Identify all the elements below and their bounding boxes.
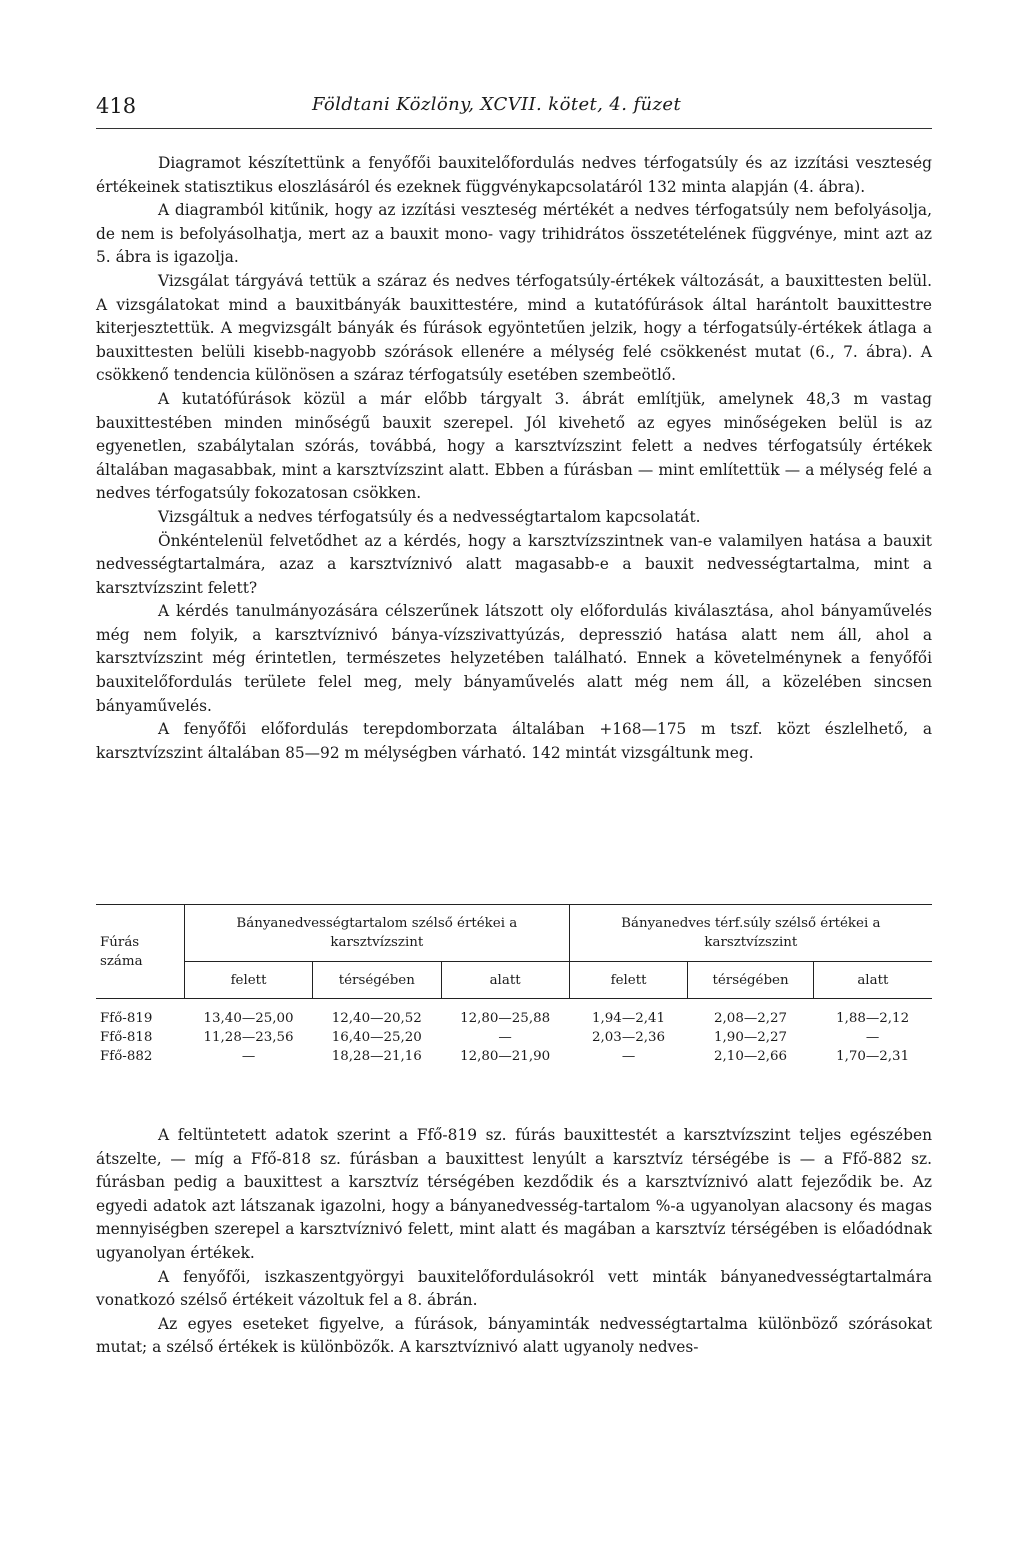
body-text-bottom [96, 1124, 932, 1360]
table-cell: 2,08—2,27 [714, 1011, 788, 1026]
running-header [96, 88, 932, 129]
table-cell: 12,80—21,90 [460, 1049, 551, 1064]
table-cell: — [865, 1030, 880, 1045]
table-cell: 2,10—2,66 [714, 1049, 788, 1064]
group-header-density: Bányanedves térf.súly szélső értékei a karsztvízszint [569, 905, 932, 962]
paragraph: Önkéntelenül felvetődhet az a kérdés, hogy a karsztvízszintnek van-e valamilyen hatása a bauxit nedvességtartalmára, azaz a karsztvíznivó alatt magasabb-e a bauxit nedvességtartalma, mint a karsztvízszint felett? [96, 531, 932, 597]
paragraph: Vizsgálat tárgyává tettük a száraz és nedves térfogatsúly-értékek változását, a bauxittesten belül. A vizsgálatokat mind a bauxitbányák bauxittestére, mind a kutatófúrások által harántolt bauxittestre kiterjesztettük. A megvizsgált bányák és fúrások egyöntetűen jelzik, hogy a térfogatsúly-értékek átlaga a bauxittesten belüli kisebb-nagyobb szórások ellenére a mélység felé csökkenést mutat (6., 7. ábra). A csökkenő tendencia különösen a száraz térfogatsúly esetében szembeötlő. [96, 271, 932, 385]
table-cell: 1,94—2,41 [592, 1011, 666, 1026]
table-cell: — [621, 1049, 636, 1064]
paragraph: A kérdés tanulmányozására célszerűnek látszott oly előfordulás kiválasztása, ahol bányaművelés még nem folyik, a karsztvíznivó bánya-vízszivattyúzás, depresszió hatása alatt nem áll, ahol a karsztvízszint még érintetlen, természetes helyzetében található. Ennek a követelménynek a fenyőfői bauxitelőfordulás területe felel meg, mely bányaművelés alatt még nem áll, a közelében sincsen bányaművelés. [96, 602, 932, 715]
paragraph: Diagramot készítettünk a fenyőfői bauxitelőfordulás nedves térfogatsúly és az izzítási veszteség értékeinek statisztikus eloszlásáról és ezeknek függvénykapcsolatáról 132 minta alapján (4. ábra). [96, 154, 932, 196]
table-cell: 12,80—25,88 [460, 1011, 551, 1026]
moisture-density-table [96, 904, 932, 1066]
table-cell: 1,70—2,31 [836, 1049, 910, 1064]
subheader: felett [569, 962, 688, 999]
table-cell: 2,03—2,36 [592, 1030, 666, 1045]
table-cell: — [241, 1049, 256, 1064]
paragraph: A feltüntetett adatok szerint a Ffő-819 sz. fúrás bauxittestét a karsztvízszint teljes egészében átszelte, — míg a Ffő-818 sz. fúrásban a bauxittest lenyúlt a karsztvíz térségébe is — a Ffő-882 sz. fúrásban pedig a bauxittest a karsztvíz térségében kezdődik és a karsztvíznivó alatt fejeződik be. Az egyedi adatok azt látszanak igazolni, hogy a bányanedvesség-tartalom %-a ugyanolyan alacsony és magas mennyiségben szerepel a karsztvíznivó felett, mint alatt és magában a karsztvíz térségében is előadódnak ugyanolyan értékek. [96, 1126, 932, 1262]
paragraph: A diagramból kitűnik, hogy az izzítási veszteség mértékét a nedves térfogatsúly nem befolyásolja, de nem is befolyásolhatja, mert az a bauxit mono- vagy trihidrátos összetételének függvénye, mint azt az 5. ábra is igazolja. [96, 201, 932, 267]
table-row [96, 1047, 932, 1066]
table-cell: Ffő-818 [100, 1030, 153, 1045]
table-cell: 1,88—2,12 [836, 1011, 910, 1026]
body-text-top [96, 152, 932, 765]
table-cell: 12,40—20,52 [331, 1011, 422, 1026]
table-cell: 1,90—2,27 [714, 1030, 788, 1045]
table-cell: 11,28—23,56 [203, 1030, 294, 1045]
subheader: térségében [688, 962, 813, 999]
table-cell: 18,28—21,16 [331, 1049, 422, 1064]
paragraph: Vizsgáltuk a nedves térfogatsúly és a nedvességtartalom kapcsolatát. [158, 507, 701, 526]
table-row [96, 1009, 932, 1028]
paragraph: Az egyes eseteket figyelve, a fúrások, bányaminták nedvességtartalma különböző szórásokat mutat; a szélső értékek is különbözők. A karsztvíznivó alatt ugyanoly nedves- [96, 1314, 932, 1357]
subheader: alatt [441, 962, 569, 999]
table-cell: 16,40—25,20 [331, 1030, 422, 1045]
table-cell: Ffő-882 [100, 1049, 153, 1064]
subheader: térségében [313, 962, 441, 999]
paragraph: A fenyőfői előfordulás terepdomborzata általában +168—175 m tszf. közt észlelhető, a karsztvízszint általában 85—92 m mélységben várható. 142 mintát vizsgáltunk meg. [96, 720, 932, 762]
page-number: 418 [96, 94, 137, 118]
table-cell: — [498, 1030, 512, 1045]
table-row [96, 1028, 932, 1047]
paragraph: A kutatófúrások közül a már előbb tárgyalt 3. ábrát említjük, amelynek 48,3 m vastag bauxittestében minden minőségű bauxit szerepel. Jól kivehető az egyes minőségeken belül is az egyenetlen, szabálytalan szórás, továbbá, hogy a karsztvízszint felett a nedves térfogatsúly értékek általában magasabbak, mint a karsztvízszint alatt. Ebben a fúrásban — mint említettük — a mélység felé a nedves térfogatsúly fokozatosan csökken. [96, 389, 932, 503]
col-header-furas: Fúrás száma [100, 934, 143, 969]
group-header-moisture: Bányanedvességtartalom szélső értékei a karsztvízszint [185, 905, 570, 962]
table-cell: 13,40—25,00 [203, 1011, 294, 1026]
paragraph: A fenyőfői, iszkaszentgyörgyi bauxitelőfordulásokról vett minták bányanedvességtartalmára vonatkozó szélső értékeit vázoltuk fel a 8. ábrán. [96, 1267, 932, 1310]
subheader: felett [185, 962, 313, 999]
journal-title: Földtani Közlöny, XCVII. kötet, 4. füzet [312, 94, 682, 115]
table-cell: Ffő-819 [100, 1011, 153, 1026]
subheader: alatt [813, 962, 932, 999]
